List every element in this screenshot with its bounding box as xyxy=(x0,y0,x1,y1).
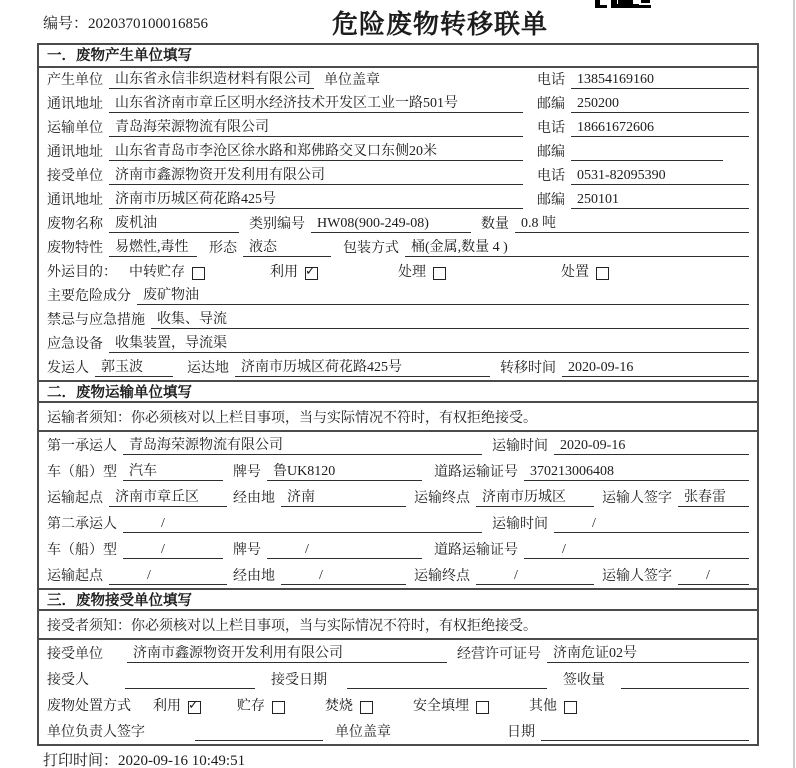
form-row-route-2 xyxy=(39,562,757,588)
transporter-signature-value: 张春雷 xyxy=(678,489,749,507)
checkbox-icon xyxy=(433,267,446,280)
form-row-transport-address xyxy=(39,140,757,164)
checkbox-label: 处理 xyxy=(398,265,426,280)
transport-phone-value: 18661672606 xyxy=(571,119,749,137)
field-label: 日期 xyxy=(507,725,535,740)
unit-seal-label: 单位盖章 xyxy=(335,725,391,740)
field-label: 产生单位 xyxy=(47,73,103,88)
section-3-header: 三．废物接受单位填写 xyxy=(39,588,757,611)
form-row-emergency-equipment xyxy=(39,332,757,356)
field-label: 废物特性 xyxy=(47,241,103,256)
route-origin-value: 济南市章丘区 xyxy=(109,489,227,507)
field-label: 车（船）型 xyxy=(47,465,117,480)
receiver-unit-value: 济南市鑫源物资开发利用有限公司 xyxy=(109,167,523,185)
row-left xyxy=(47,165,537,185)
checkbox-icon xyxy=(476,701,489,714)
row-left xyxy=(47,117,537,137)
waste-form-value: 液态 xyxy=(243,239,331,257)
form-row-waste-property xyxy=(39,236,757,260)
row-left xyxy=(47,141,537,161)
vehicle-type-2-value: / xyxy=(123,541,223,559)
purpose-utilize-option xyxy=(270,261,318,281)
field-label: 运输时间 xyxy=(492,517,548,532)
producer-unit-value: 山东省永信非织造材料有限公司 xyxy=(109,71,314,89)
field-label: 单位负责人签字 xyxy=(47,725,145,740)
field-label: 通讯地址 xyxy=(47,145,103,160)
field-label: 经由地 xyxy=(233,569,275,584)
form-row-transport-unit xyxy=(39,116,757,140)
row-left xyxy=(47,93,537,113)
form-row-emergency-measures xyxy=(39,308,757,332)
road-permit-2-value: / xyxy=(524,541,749,559)
field-label: 通讯地址 xyxy=(47,193,103,208)
license-number-value: 济南危证02号 xyxy=(547,645,749,663)
field-label: 通讯地址 xyxy=(47,97,103,112)
second-carrier-value: / xyxy=(123,515,482,533)
field-label: 邮编 xyxy=(537,97,565,112)
receiver-postcode-value: 250101 xyxy=(571,191,749,209)
disposal-other-option xyxy=(529,695,577,715)
section-1-header: 一．废物产生单位填写 xyxy=(39,45,757,68)
row-right xyxy=(537,117,749,137)
checkbox-label: 处置 xyxy=(561,265,589,280)
form-row-accept-person xyxy=(39,666,757,692)
purpose-transfer-storage-option xyxy=(129,261,205,281)
receiver-phone-value: 0531-82095390 xyxy=(571,167,749,185)
road-permit-value: 370213006408 xyxy=(524,463,749,481)
field-label: 发运人 xyxy=(47,361,89,376)
disposal-landfill-option xyxy=(413,695,489,715)
field-label: 运输终点 xyxy=(414,569,470,584)
plate-number-2-value: / xyxy=(267,541,422,559)
field-label: 运输时间 xyxy=(492,439,548,454)
checkbox-icon xyxy=(272,701,285,714)
destination-value: 济南市历城区荷花路425号 xyxy=(235,359,490,377)
route-end-value: 济南市历城区 xyxy=(476,489,594,507)
producer-address-value: 山东省济南市章丘区明水经济技术开发区工业一路501号 xyxy=(109,95,523,113)
row-left xyxy=(47,69,537,89)
form-row-shipper xyxy=(39,356,757,380)
checkbox-icon xyxy=(360,701,373,714)
row-right xyxy=(537,189,749,209)
qr-code-fragment xyxy=(595,0,651,8)
checkbox-icon xyxy=(305,267,318,280)
checkbox-label: 其他 xyxy=(529,699,557,714)
field-label: 主要危险成分 xyxy=(47,289,131,304)
field-label: 接受单位 xyxy=(47,169,103,184)
field-label: 道路运输证号 xyxy=(434,465,518,480)
form-row-second-carrier xyxy=(39,510,757,536)
form-row-producer-address xyxy=(39,92,757,116)
waste-code-value: HW08(900-249-08) xyxy=(311,215,471,233)
field-label: 电话 xyxy=(537,121,565,136)
field-label: 道路运输证号 xyxy=(434,543,518,558)
field-label: 运输起点 xyxy=(47,491,103,506)
transport-unit-value: 青岛海荣源物流有限公司 xyxy=(109,119,523,137)
field-label: 车（船）型 xyxy=(47,543,117,558)
checkbox-label: 利用 xyxy=(270,265,298,280)
transporter-notice: 运输者须知：你必须核对以上栏目事项，当与实际情况不符时，有权拒绝接受。 xyxy=(39,403,757,432)
waste-name-value: 废机油 xyxy=(109,215,239,233)
form-row-producer-unit xyxy=(39,68,757,92)
field-label: 运输单位 xyxy=(47,121,103,136)
form-row-outbound-purpose xyxy=(39,260,757,284)
row-right xyxy=(537,93,749,113)
form-row-receiver-address xyxy=(39,188,757,212)
unit-seal-label: 单位盖章 xyxy=(324,73,380,88)
waste-quantity-value: 0.8 吨 xyxy=(515,215,749,233)
form-row-waste-name xyxy=(39,212,757,236)
checkbox-icon xyxy=(564,701,577,714)
first-carrier-value: 青岛海荣源物流有限公司 xyxy=(123,437,482,455)
form-row-accept-unit xyxy=(39,640,757,666)
field-label: 应急设备 xyxy=(47,337,103,352)
waste-property-value: 易燃性,毒性 xyxy=(109,239,197,257)
form-row-route-1 xyxy=(39,484,757,510)
disposal-incinerate-option xyxy=(325,695,373,715)
purpose-dispose-option xyxy=(561,261,609,281)
checkbox-label: 安全填埋 xyxy=(413,699,469,714)
date-value xyxy=(541,724,749,741)
page-title: 危险废物转移联单 xyxy=(331,10,548,39)
checkbox-label: 焚烧 xyxy=(325,699,353,714)
checkbox-label: 中转贮存 xyxy=(129,265,185,280)
form-row-responsible-signature xyxy=(39,718,757,744)
field-label: 转移时间 xyxy=(500,361,556,376)
transfer-date-value: 2020-09-16 xyxy=(562,359,749,377)
disposal-storage-option xyxy=(237,695,285,715)
route-via-value: 济南 xyxy=(281,489,406,507)
section-2-header: 二．废物运输单位填写 xyxy=(39,380,757,403)
field-label: 运达地 xyxy=(187,361,229,376)
plate-number-value: 鲁UK8120 xyxy=(267,463,422,481)
field-label: 运输人签字 xyxy=(602,569,672,584)
field-label: 运输终点 xyxy=(414,491,470,506)
field-label: 废物名称 xyxy=(47,217,103,232)
form-row-disposal-method xyxy=(39,692,757,718)
transfer-form-table xyxy=(37,43,759,746)
transport-date-2-value: / xyxy=(554,515,749,533)
field-label: 签收量 xyxy=(563,673,605,688)
field-label: 牌号 xyxy=(233,465,261,480)
field-label: 接受人 xyxy=(47,673,89,688)
transport-postcode-value xyxy=(571,144,723,161)
field-label: 废物处置方式 xyxy=(47,699,131,714)
accept-unit-value: 济南市鑫源物资开发利用有限公司 xyxy=(127,645,447,663)
route-origin-2-value: / xyxy=(109,567,227,585)
field-label: 数量 xyxy=(481,217,509,232)
shipper-value: 郭玉波 xyxy=(95,359,173,377)
field-label: 第二承运人 xyxy=(47,517,117,532)
field-label: 接受日期 xyxy=(271,673,327,688)
field-label: 形态 xyxy=(209,241,237,256)
vehicle-type-value: 汽车 xyxy=(123,463,223,481)
window-right-edge xyxy=(793,0,795,768)
route-end-2-value: / xyxy=(476,567,594,585)
field-label: 外运目的： xyxy=(47,265,117,280)
field-label: 类别编号 xyxy=(249,217,305,232)
field-label: 邮编 xyxy=(537,145,565,160)
emergency-equipment-value: 收集装置，导流渠 xyxy=(109,335,749,353)
field-label: 邮编 xyxy=(537,193,565,208)
hazard-component-value: 废矿物油 xyxy=(137,287,749,305)
route-via-2-value: / xyxy=(281,567,406,585)
form-row-receiver-unit xyxy=(39,164,757,188)
producer-postcode-value: 250200 xyxy=(571,95,749,113)
checkbox-label: 贮存 xyxy=(237,699,265,714)
checkbox-icon xyxy=(596,267,609,280)
print-time: 打印时间：2020-09-16 10:49:51 xyxy=(43,753,246,768)
receiver-notice: 接受者须知：你必须核对以上栏目事项，当与实际情况不符时，有权拒绝接受。 xyxy=(39,611,757,640)
form-row-first-carrier xyxy=(39,432,757,458)
transport-address-value: 山东省青岛市李沧区徐水路和郑佛路交叉口东侧20米 xyxy=(109,143,523,161)
field-label: 运输人签字 xyxy=(602,491,672,506)
emergency-measures-value: 收集、导流 xyxy=(151,311,749,329)
field-label: 牌号 xyxy=(233,543,261,558)
form-row-vehicle-1 xyxy=(39,458,757,484)
field-label: 经营许可证号 xyxy=(457,647,541,662)
receiver-address-value: 济南市历城区荷花路425号 xyxy=(109,191,523,209)
field-label: 禁忌与应急措施 xyxy=(47,313,145,328)
checkbox-label: 利用 xyxy=(153,699,181,714)
disposal-utilize-option xyxy=(153,695,201,715)
row-right xyxy=(537,69,749,89)
form-row-hazard-component xyxy=(39,284,757,308)
transporter-signature-2-value: / xyxy=(678,567,749,585)
packaging-value: 桶(金属,数量 4 ) xyxy=(405,239,749,257)
field-label: 经由地 xyxy=(233,491,275,506)
purpose-treat-option xyxy=(398,261,446,281)
field-label: 接受单位 xyxy=(47,647,103,662)
transport-date-value: 2020-09-16 xyxy=(554,437,749,455)
field-label: 电话 xyxy=(537,73,565,88)
checkbox-icon xyxy=(192,267,205,280)
accept-date-value xyxy=(347,672,547,689)
row-right xyxy=(537,165,749,185)
field-label: 第一承运人 xyxy=(47,439,117,454)
field-label: 运输起点 xyxy=(47,569,103,584)
checkbox-icon xyxy=(188,701,201,714)
producer-phone-value: 13854169160 xyxy=(571,71,749,89)
row-left xyxy=(47,189,537,209)
received-quantity-value xyxy=(621,672,749,689)
doc-number: 编号：2020370100016856 xyxy=(43,16,209,32)
form-row-vehicle-2 xyxy=(39,536,757,562)
field-label: 包装方式 xyxy=(343,241,399,256)
field-label: 电话 xyxy=(537,169,565,184)
responsible-signature-value xyxy=(195,724,323,741)
accept-person-value xyxy=(125,672,255,689)
row-right xyxy=(537,141,749,161)
